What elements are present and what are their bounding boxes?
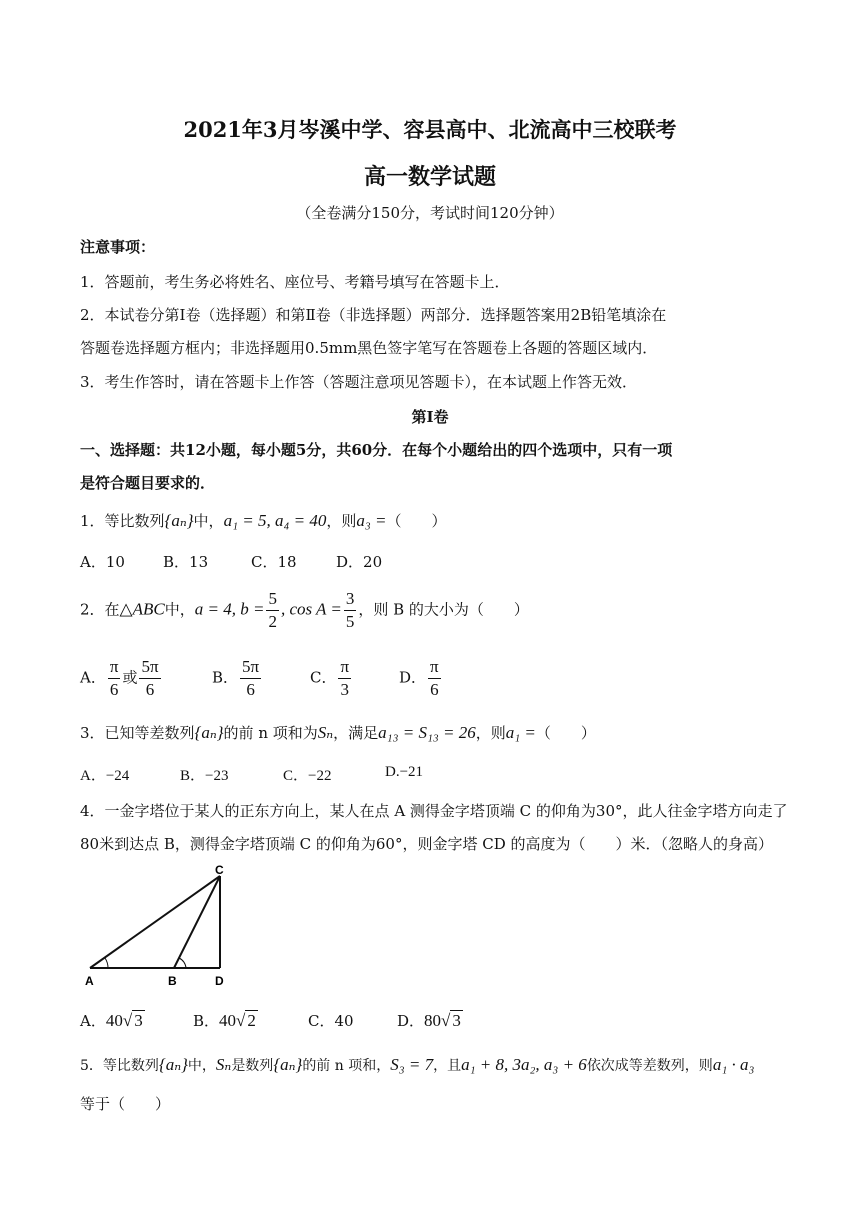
q2-option-d [399, 656, 443, 701]
q2-b-fraction [266, 588, 279, 633]
notice-item-1: 1．答题前，考生务必将姓名、座位号、考籍号填写在答题卡上． [80, 273, 510, 291]
part-heading: 第Ⅰ卷 [411, 408, 449, 426]
q3-mid2: ，满足 [333, 724, 379, 742]
q2-c-den: 5 [345, 612, 355, 631]
q2-option-a-label: A． [80, 668, 106, 687]
q5-cond: S₃ = 7 [390, 1055, 434, 1074]
q4-option-a-coef: 40 [105, 1011, 123, 1030]
q2-cos-fraction [344, 588, 357, 633]
q2-b-opt-num: 5π [240, 656, 261, 679]
q4-option-b: B．40√ 2 [193, 1011, 256, 1030]
q2-d-opt-num: π [428, 656, 441, 679]
q4-option-c: C．40 [308, 1012, 354, 1030]
q4-option-b-coef: 40 [219, 1011, 237, 1030]
exam-subtitle: 高一数学试题 [363, 164, 496, 190]
q2-option-b-frac [240, 656, 261, 701]
q5-sn: Sₙ [215, 1055, 232, 1074]
q2-option-a [80, 656, 163, 701]
q4-option-a-label: A． [80, 1012, 106, 1030]
label-b: B [168, 974, 177, 988]
angle-arc-a [105, 958, 108, 968]
q3-mid: 的前 n 项和为 [223, 724, 318, 742]
q2-cond1: a = 4, b = [194, 599, 265, 619]
q1-post: ，则 [326, 512, 357, 530]
q5-pre: 5．等比数列 [80, 1058, 159, 1074]
q4-option-b-label: B． [193, 1012, 220, 1030]
q2-option-b [212, 656, 263, 701]
q1-mid: 中， [193, 512, 224, 530]
q5-ask: a₁ · a₃ [712, 1055, 755, 1074]
q3-option-a: A．−24 [80, 768, 130, 784]
q2-a1-num: π [108, 656, 121, 679]
q2-c-opt-den: 3 [340, 680, 350, 699]
q5-mid4: ，且 [433, 1058, 462, 1074]
q2-c-num: 3 [344, 588, 357, 611]
q2-option-a-or: 或 [122, 668, 138, 687]
q2-option-b-label: B． [212, 668, 239, 687]
q1-option-b: B．13 [163, 553, 209, 571]
q2-cond2: , cos A = [280, 599, 342, 619]
q2-a1-den: 6 [109, 680, 119, 699]
q4-option-d-label: D． [397, 1012, 425, 1030]
q2-b-num: 5 [266, 588, 279, 611]
q5-mid5: 依次成等差数列，则 [586, 1058, 713, 1074]
pyramid-figure [80, 862, 250, 992]
q5-mid3: 的前 n 项和， [302, 1058, 391, 1074]
q4-option-b-radicand: 2 [247, 1011, 256, 1030]
q2-option-c-frac [338, 656, 351, 701]
exam-note: （全卷满分150分，考试时间120分钟） [296, 204, 564, 222]
question-4-line-1: 4．一金字塔位于某人的正东方向上，某人在点 A 测得金字塔顶端 C 的仰角为30°，此人往金字塔方向走了 [80, 802, 788, 820]
q2-post: ，则 B 的大小为（ ） [358, 600, 529, 619]
question-2 [80, 588, 529, 633]
q2-option-a-frac2 [139, 656, 160, 701]
q1-option-d: D．20 [336, 553, 383, 571]
q3-sn: Sₙ [317, 723, 334, 742]
q3-paren: （ ） [535, 724, 596, 742]
q3-option-c: C．−22 [283, 768, 332, 784]
exam-title: 2021年3月岑溪中学、容县高中、北流高中三校联考 [183, 117, 677, 142]
label-a: A [85, 974, 94, 988]
section-heading-1: 一、选择题：共12小题，每小题5分，共60分．在每个小题给出的四个选项中，只有一项 [80, 441, 673, 459]
q3-option-b: B．−23 [180, 768, 229, 784]
q2-a2-den: 6 [145, 680, 155, 699]
label-d: D [215, 974, 224, 988]
q2-option-c [310, 656, 353, 701]
q1-cond: a₁ = 5, a₄ = 40 [223, 511, 327, 530]
q1-ask: a₃ = [356, 511, 387, 530]
q1-paren: （ ） [386, 512, 447, 530]
q1-option-c: C．18 [251, 553, 297, 571]
q2-a2-num: 5π [139, 656, 160, 679]
q4-option-d-coef: 80 [424, 1011, 442, 1030]
question-5-line-2: 等于（ ） [80, 1095, 171, 1113]
notice-item-2a: 2．本试卷分第Ⅰ卷（选择题）和第Ⅱ卷（非选择题）两部分．选择题答案用2B铅笔填涂在 [80, 306, 667, 324]
q4-option-d: D．80√ 3 [397, 1011, 461, 1030]
q2-c-opt-num: π [338, 656, 351, 679]
q2-option-a-frac1 [108, 656, 121, 701]
section-heading-2: 是符合题目要求的． [80, 474, 216, 492]
question-4-line-2: 80米到达点 B，测得金字塔顶端 C 的仰角为60°，则金字塔 CD 的高度为（ ）米．（忽略人的身高） [80, 835, 774, 853]
q2-b-opt-den: 6 [246, 680, 255, 699]
q2-option-d-frac [428, 656, 441, 701]
sightline-bc [174, 876, 220, 968]
angle-arc-b [179, 958, 186, 968]
q3-cond: a₁₃ = S₁₃ = 26 [378, 723, 476, 742]
q5-seq2: {aₙ} [273, 1055, 303, 1074]
q1-option-a: A．10 [80, 553, 125, 571]
sightline-ac [90, 876, 220, 968]
q4-option-d-radicand: 3 [452, 1011, 461, 1030]
q2-option-c-label: C． [310, 668, 337, 687]
q5-seq: {aₙ} [158, 1055, 188, 1074]
q1-seq: {aₙ} [164, 511, 194, 530]
q5-mid: 中， [187, 1058, 216, 1074]
q2-triangle: △ABC [119, 599, 165, 619]
q5-mid2: 是数列 [231, 1058, 274, 1074]
notice-item-3: 3．考生作答时，请在答题卡上作答（答题注意项见答题卡），在本试题上作答无效． [80, 373, 638, 391]
question-5 [80, 1055, 754, 1075]
q3-seq: {aₙ} [194, 723, 224, 742]
notice-item-2b: 答题卷选择题方框内；非选择题用0.5mm黑色签字笔写在答题卷上各题的答题区域内． [80, 339, 658, 357]
label-c: C [215, 863, 224, 877]
q1-pre: 1．等比数列 [80, 512, 165, 530]
question-3 [80, 722, 596, 743]
question-1 [80, 510, 447, 531]
q2-mid: 中， [164, 600, 195, 619]
q3-ask: a₁ = [505, 723, 536, 742]
q2-option-d-label: D． [399, 668, 427, 687]
q2-pre: 2．在 [80, 600, 120, 619]
q2-b-den: 2 [268, 612, 277, 631]
q2-d-opt-den: 6 [430, 680, 439, 699]
q5-cond2: a₁ + 8, 3a₂, a₃ + 6 [461, 1055, 587, 1074]
q3-option-d: D.−21 [385, 764, 424, 780]
q3-pre: 3．已知等差数列 [80, 724, 195, 742]
notice-heading: 注意事项： [80, 238, 156, 256]
q4-option-a-radicand: 3 [134, 1011, 143, 1030]
q3-post: ，则 [475, 724, 506, 742]
q4-option-a: A．40√ 3 [80, 1011, 143, 1030]
